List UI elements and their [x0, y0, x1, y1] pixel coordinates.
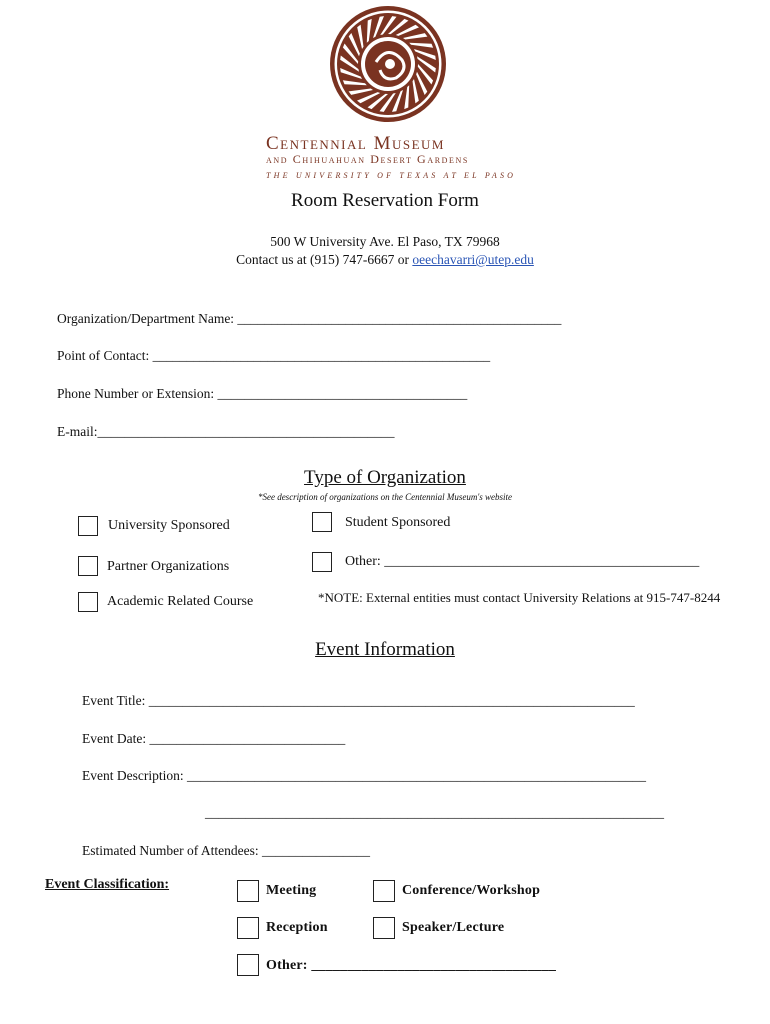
organization-description-note: *See description of organizations on the Centennial Museum's website	[257, 492, 513, 502]
contact-email-link[interactable]: oeechavarri@utep.edu	[412, 252, 534, 267]
event-description-field[interactable]: Event Description: ____________________________________________________________________	[82, 768, 646, 783]
conference-workshop-checkbox[interactable]	[373, 880, 395, 902]
contact-line	[0, 252, 770, 268]
meeting-checkbox[interactable]	[237, 880, 259, 902]
event-description-continued[interactable]: ____________________________________________________________________	[205, 805, 664, 820]
phone-field[interactable]: Phone Number or Extension: _____________________________________	[57, 386, 468, 401]
address: 500 W University Ave. El Paso, TX 79968	[270, 234, 500, 249]
reception-checkbox[interactable]	[237, 917, 259, 939]
brand-name: Centennial Museum	[266, 133, 445, 154]
attendees-field[interactable]: Estimated Number of Attendees: ________________	[82, 843, 370, 858]
centennial-museum-logo-icon	[328, 4, 448, 124]
partner-organizations-checkbox[interactable]	[78, 556, 98, 576]
reception-label: Reception	[266, 920, 328, 935]
other-classification-field[interactable]: Other: __________________________________	[266, 958, 557, 973]
form-title: Room Reservation Form	[291, 190, 479, 211]
event-title-field[interactable]: Event Title: ________________________________________________________________________	[82, 693, 635, 708]
brand-subtitle: and Chihuahuan Desert Gardens	[266, 152, 469, 166]
university-sponsored-label: University Sponsored	[108, 518, 230, 533]
student-sponsored-label: Student Sponsored	[345, 515, 451, 530]
meeting-label: Meeting	[266, 883, 317, 898]
speaker-lecture-label: Speaker/Lecture	[402, 920, 505, 935]
other-organization-field[interactable]: Other: _____________________________________________	[345, 554, 700, 569]
external-entities-note: *NOTE: External entities must contact University Relations at 915-747-8244	[318, 590, 721, 605]
point-of-contact-field[interactable]: Point of Contact: __________________________________________________	[57, 348, 491, 363]
partner-organizations-label: Partner Organizations	[107, 559, 230, 574]
student-sponsored-checkbox[interactable]	[312, 512, 332, 532]
other-organization-checkbox[interactable]	[312, 552, 332, 572]
event-date-field[interactable]: Event Date: _____________________________	[82, 731, 346, 746]
speaker-lecture-checkbox[interactable]	[373, 917, 395, 939]
other-classification-checkbox[interactable]	[237, 954, 259, 976]
brand-university: THE UNIVERSITY OF TEXAS AT EL PASO	[266, 171, 517, 180]
org-name-field[interactable]: Organization/Department Name: ________________________________________________	[57, 311, 562, 326]
conference-workshop-label: Conference/Workshop	[402, 883, 541, 898]
academic-course-label: Academic Related Course	[107, 594, 254, 609]
email-field[interactable]: E-mail:____________________________________________	[57, 424, 395, 439]
contact-prefix: Contact us at (915) 747-6667 or	[236, 252, 413, 267]
event-classification-label: Event Classification:	[45, 877, 170, 892]
university-sponsored-checkbox[interactable]	[78, 516, 98, 536]
academic-course-checkbox[interactable]	[78, 592, 98, 612]
type-of-organization-heading: Type of Organization	[304, 467, 466, 488]
event-information-heading: Event Information	[315, 639, 455, 660]
